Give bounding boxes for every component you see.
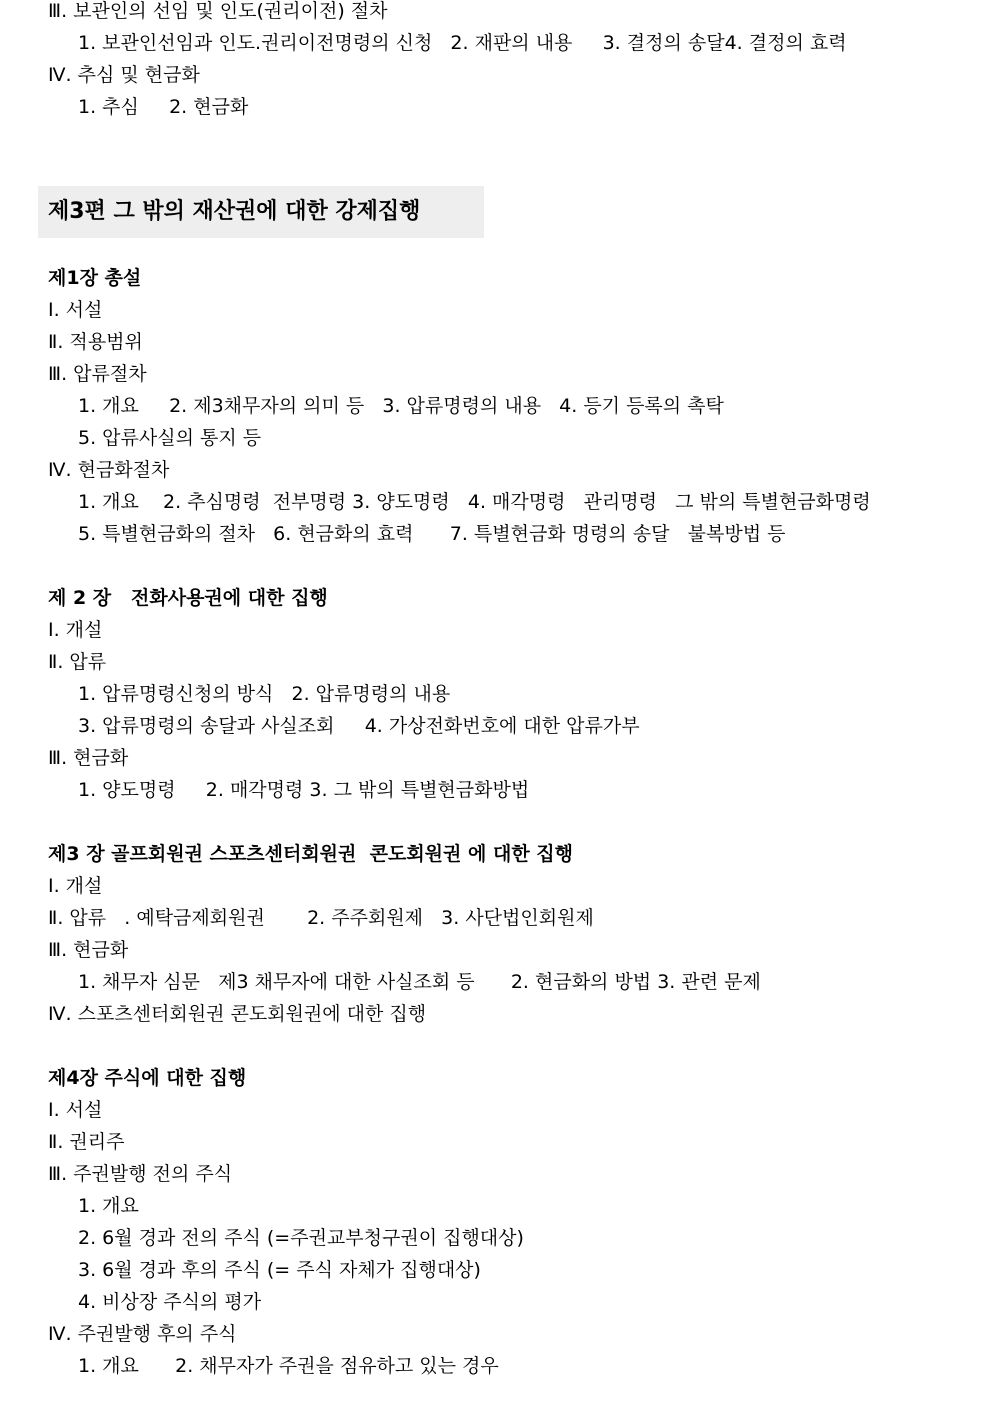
section-heading: Ⅳ. 주권발행 후의 주식	[48, 1323, 237, 1345]
section-heading: Ⅱ. 적용범위	[48, 331, 143, 353]
section-items: 4. 비상장 주식의 평가	[78, 1291, 262, 1313]
section-heading: Ⅰ. 개설	[48, 619, 103, 641]
section-heading: Ⅰ. 서설	[48, 1099, 103, 1121]
section-items: 1. 추심 2. 현금화	[78, 96, 249, 118]
section-heading: Ⅲ. 보관인의 선임 및 인도(권리이전) 절차	[48, 0, 388, 22]
section-heading: Ⅳ. 추심 및 현금화	[48, 64, 200, 86]
chapter-title: 제4장 주식에 대한 집행	[48, 1067, 247, 1089]
section-heading: Ⅲ. 압류절차	[48, 363, 147, 385]
section-heading: Ⅳ. 스포츠센터회원권 콘도회원권에 대한 집행	[48, 1003, 427, 1025]
section-items: 1. 개요 2. 추심명령 전부명령 3. 양도명령 4. 매각명령 관리명령 그 밖의 특별현금화명령	[78, 491, 871, 513]
section-heading: Ⅱ. 권리주	[48, 1131, 125, 1153]
section-items: 1. 개요 2. 채무자가 주권을 점유하고 있는 경우	[78, 1355, 499, 1377]
part-title: 제3편 그 밖의 재산권에 대한 강제집행	[48, 199, 421, 224]
section-heading: Ⅱ. 압류 . 예탁금제회원권 2. 주주회원제 3. 사단법인회원제	[48, 907, 594, 929]
section-heading: Ⅰ. 서설	[48, 299, 103, 321]
section-heading: Ⅲ. 주권발행 전의 주식	[48, 1163, 233, 1185]
section-heading: Ⅱ. 압류	[48, 651, 107, 673]
section-heading: Ⅳ. 현금화절차	[48, 459, 170, 481]
section-items: 5. 압류사실의 통지 등	[78, 427, 262, 449]
section-items: 1. 양도명령 2. 매각명령 3. 그 밖의 특별현금화방법	[78, 779, 530, 801]
section-items: 1. 압류명령신청의 방식 2. 압류명령의 내용	[78, 683, 451, 705]
section-items: 1. 채무자 심문 제3 채무자에 대한 사실조회 등 2. 현금화의 방법 3. 관련 문제	[78, 971, 761, 993]
section-items: 1. 보관인선임과 인도.권리이전명령의 신청 2. 재판의 내용 3. 결정의 송달4. 결정의 효력	[78, 32, 847, 54]
chapter-title: 제 2 장 전화사용권에 대한 집행	[48, 587, 328, 609]
section-heading: Ⅲ. 현금화	[48, 747, 129, 769]
section-items: 3. 압류명령의 송달과 사실조회 4. 가상전화번호에 대한 압류가부	[78, 715, 640, 737]
section-heading: Ⅰ. 개설	[48, 875, 103, 897]
section-items: 5. 특별현금화의 절차 6. 현금화의 효력 7. 특별현금화 명령의 송달 불복방법 등	[78, 523, 786, 545]
chapter-title: 제1장 총설	[48, 267, 142, 289]
section-heading: Ⅲ. 현금화	[48, 939, 129, 961]
part-title-box	[38, 186, 484, 238]
section-items: 3. 6월 경과 후의 주식 (= 주식 자체가 집행대상)	[78, 1259, 481, 1281]
section-items: 2. 6월 경과 전의 주식 (=주권교부청구권이 집행대상)	[78, 1227, 524, 1249]
section-items: 1. 개요 2. 제3채무자의 의미 등 3. 압류명령의 내용 4. 등기 등록의 촉탁	[78, 395, 724, 417]
section-items: 1. 개요	[78, 1195, 139, 1217]
chapter-title: 제3 장 골프회원권 스포츠센터회원권 콘도회원권 에 대한 집행	[48, 843, 573, 865]
